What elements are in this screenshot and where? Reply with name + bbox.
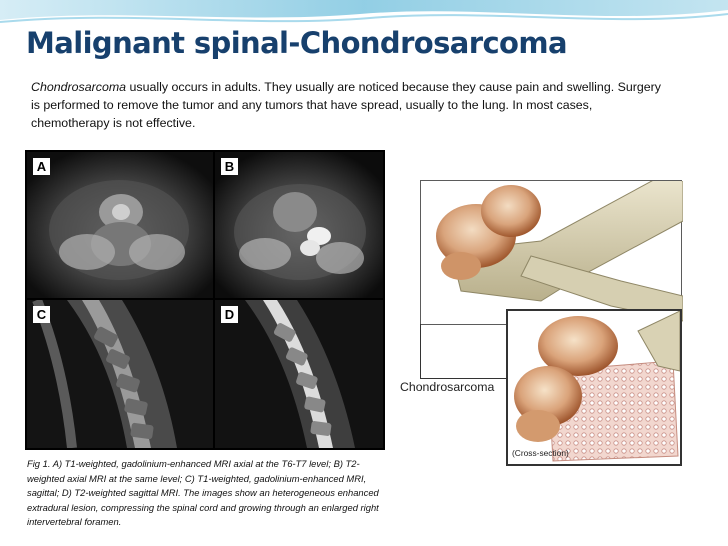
body-paragraph: [31, 78, 671, 132]
body-description: usually occurs in adults. They usually are noticed because they cause pain and swelling. Surgery is performed to remove the tumor and any tumors that have spread, usually to the lung. In most cases, chemotherapy is not effective.: [31, 80, 661, 130]
body-term: Chondrosarcoma: [31, 80, 127, 94]
cross-section-inset: [506, 309, 682, 466]
cross-section-drawing: [508, 311, 680, 464]
vertebra-drawing: [421, 181, 683, 326]
vertebra-illustration: [400, 178, 685, 470]
mri-sagittal-image: [27, 300, 213, 448]
callout-line-horizontal: [420, 378, 506, 379]
panel-letter-d: D: [221, 306, 238, 323]
mri-figure: [25, 150, 385, 450]
mri-sagittal-t2-image: [215, 300, 383, 448]
slide-title: Malignant spinal-Chondrosarcoma: [26, 26, 567, 60]
mri-axial-image: [27, 152, 213, 298]
mri-panel-b: [215, 152, 383, 298]
mri-panel-c: [27, 300, 213, 448]
figure-caption: Fig 1. A) T1-weighted, gadolinium-enhanced MRI axial at the T6-T7 level; B) T2- weighted axial MRI at the same level; C) T1-weighted, gadolinium-enhanced MRI, sagittal; D) T2-weighted sagittal MRI. The images show an heterogeneous enhanced extradural lesion, compressing the spinal cord and growing through an enlarged right intervertebral foramen.: [27, 458, 379, 527]
mri-panel-a: [27, 152, 213, 298]
panel-letter-c: C: [33, 306, 50, 323]
callout-line-vertical: [420, 324, 421, 379]
panel-letter-a: A: [33, 158, 50, 175]
illustration-frame: [420, 180, 682, 325]
panel-letter-b: B: [221, 158, 238, 175]
mri-panel-d: [215, 300, 383, 448]
mri-axial-t2-image: [215, 152, 383, 298]
cross-section-label: (Cross-section): [512, 448, 569, 458]
chondrosarcoma-label: Chondrosarcoma: [400, 380, 495, 394]
